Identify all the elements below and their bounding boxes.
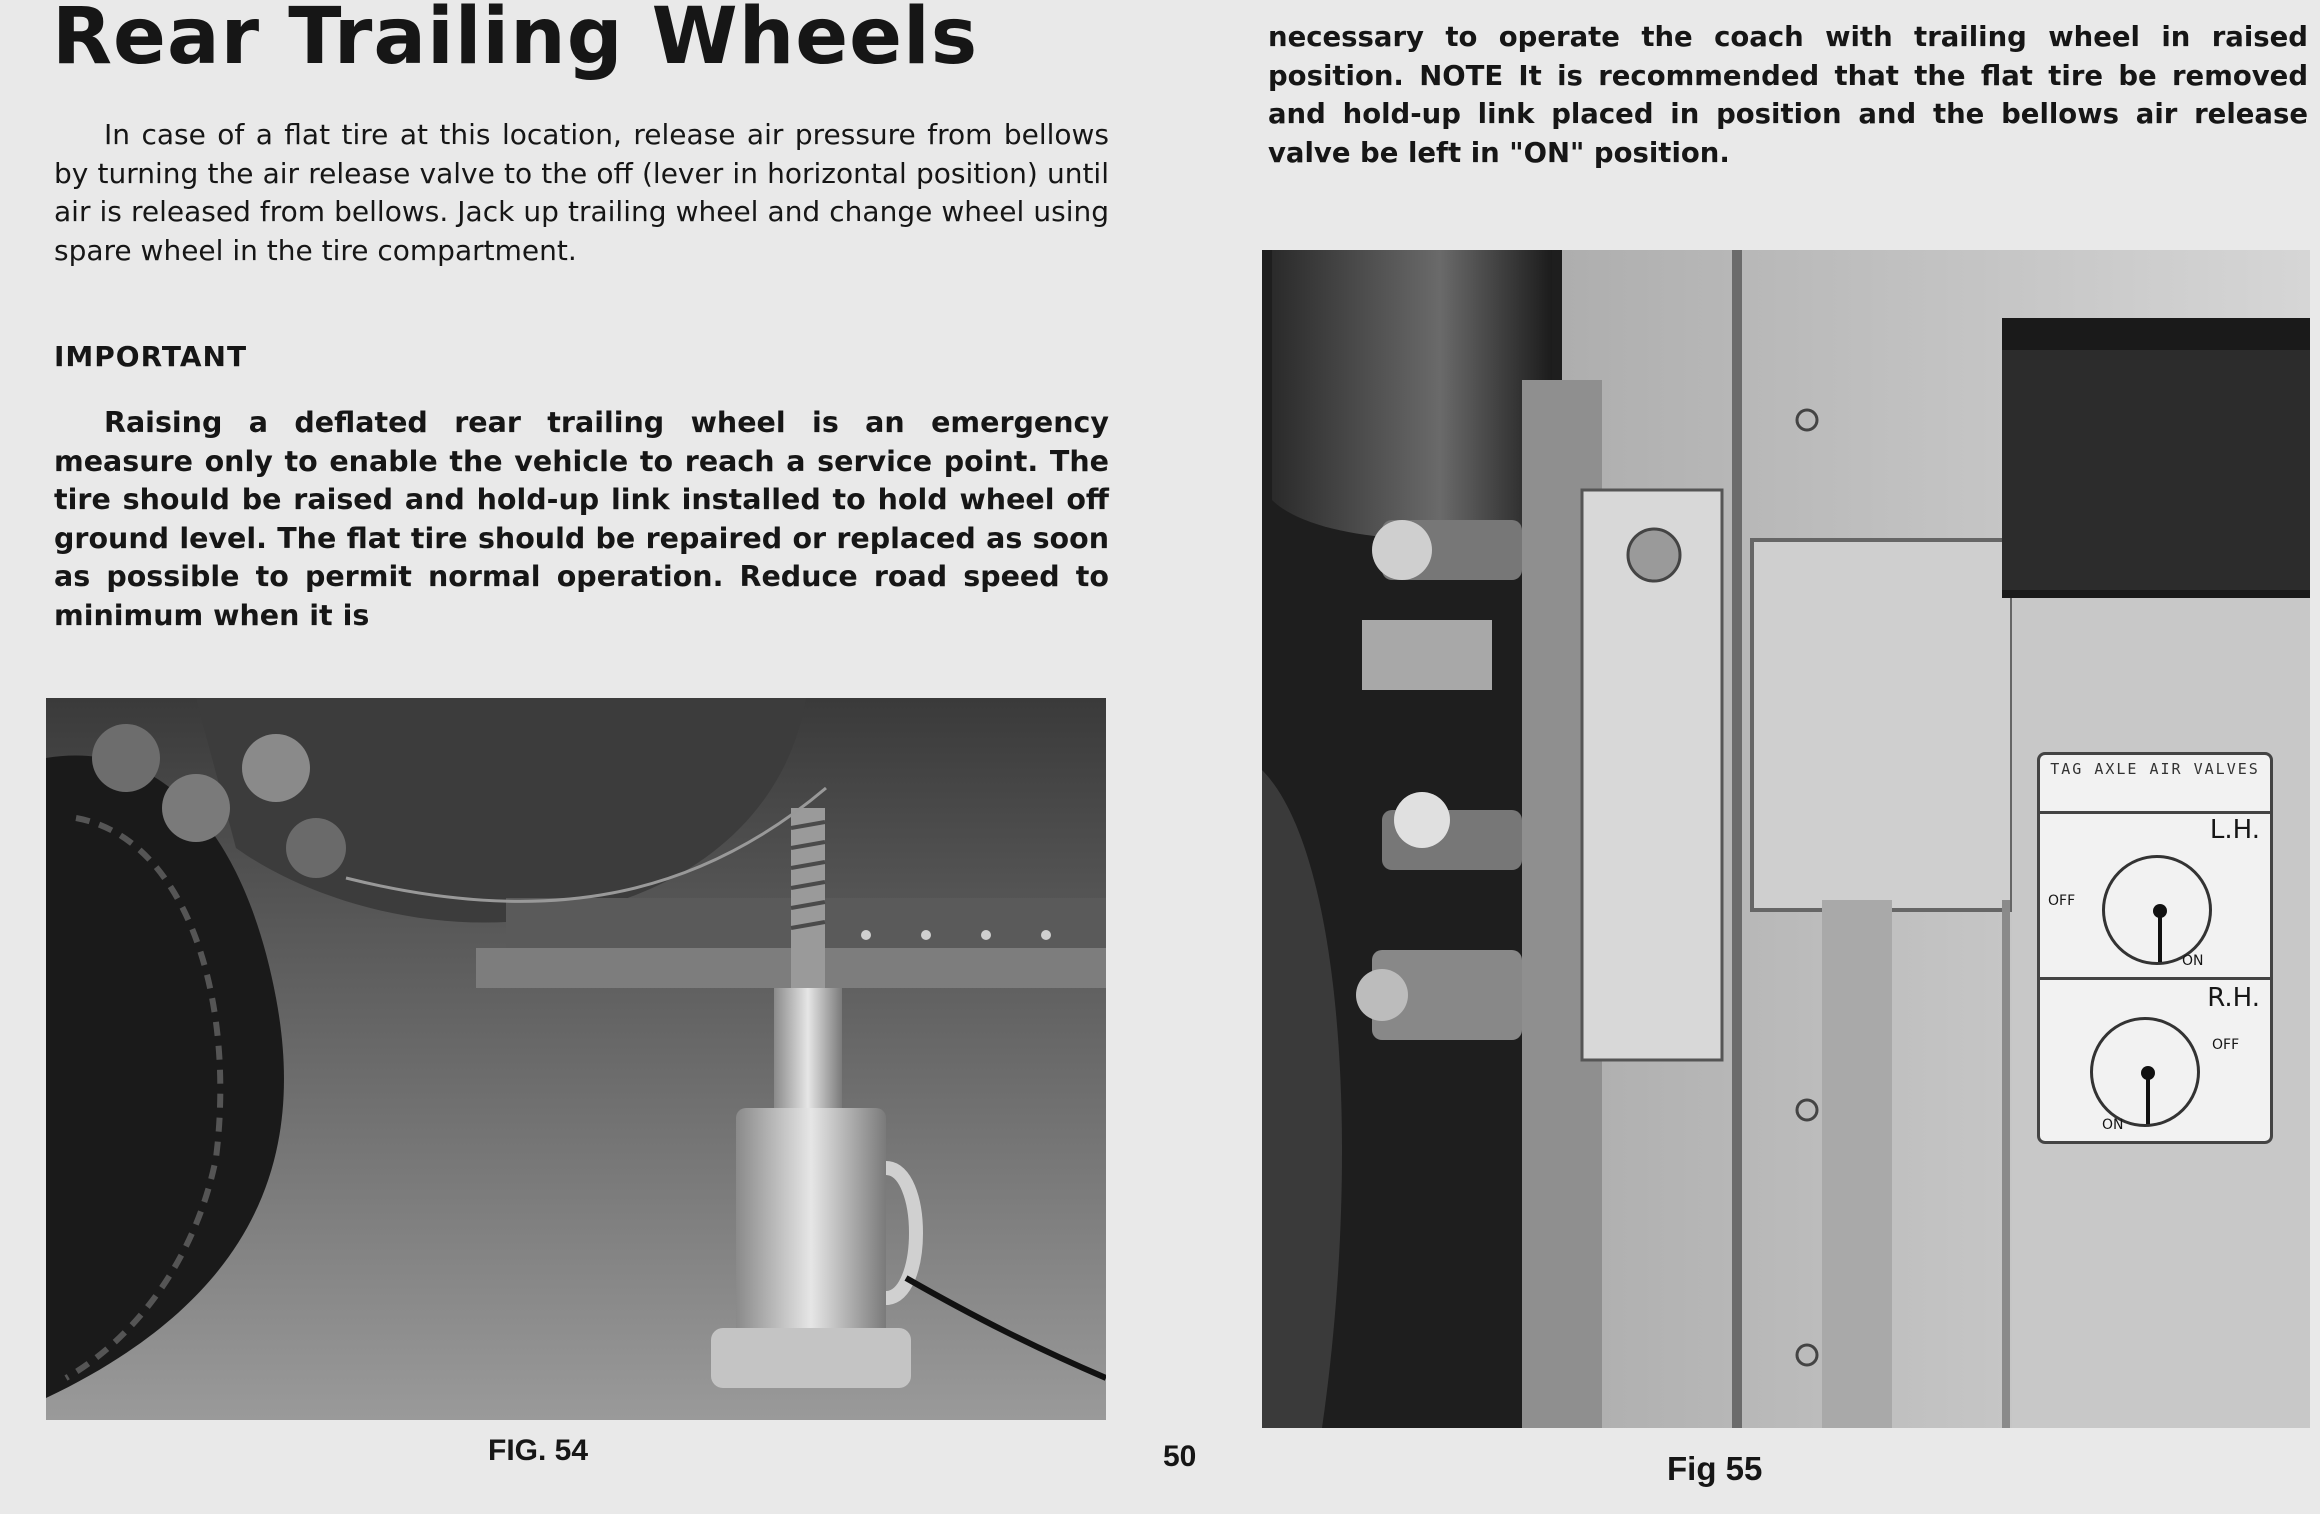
continued-paragraph [1268,18,2308,172]
tag-axle-valve-plate [2037,752,2273,1144]
fig55-caption: Fig 55 [1667,1450,1763,1487]
important-heading: IMPORTANT [54,340,248,373]
note-text: NOTE It is recommended that the flat tire be removed and hold-up link placed in position and the bellows air release valve be left in "ON" position. [1268,59,2308,169]
fig54-photo [46,698,1106,1420]
page-number: 50 [1163,1440,1197,1473]
right-valve-dial [2090,1017,2200,1127]
page-title: Rear Trailing Wheels [52,0,979,82]
intro-paragraph: In case of a flat tire at this location, release air pressure from bellows by turning the air release valve to the off (lever in horizontal position) until air is released from bellows. Jack up trailing wheel and change wheel using spare wheel in the tire compartment. [54,118,1109,267]
important-paragraph: Raising a deflated rear trailing wheel is an emergency measure only to enable the vehicle to reach a service point. The tire should be raised and hold-up link installed to hold wheel off ground level. The flat tire should be repaired or replaced as soon as possible to permit normal operation. Reduce road speed to minimum when it is [54,406,1109,632]
left-valve-dial [2102,855,2212,965]
right-off-label: OFF [2212,1037,2240,1053]
left-off-label: OFF [2048,893,2076,909]
jack-under-axle-illustration [46,698,1106,1420]
left-hand-label: L.H. [2209,815,2260,845]
right-hand-label: R.H. [2207,983,2260,1013]
continued-paragraph-start: necessary to operate the coach with trailing wheel in raised position. [1268,21,2308,92]
right-on-label: ON [2102,1117,2124,1133]
valve-plate-title: TAG AXLE AIR VALVES [2050,760,2260,778]
left-on-label: ON [2182,953,2204,969]
fig54-caption: FIG. 54 [488,1434,589,1467]
